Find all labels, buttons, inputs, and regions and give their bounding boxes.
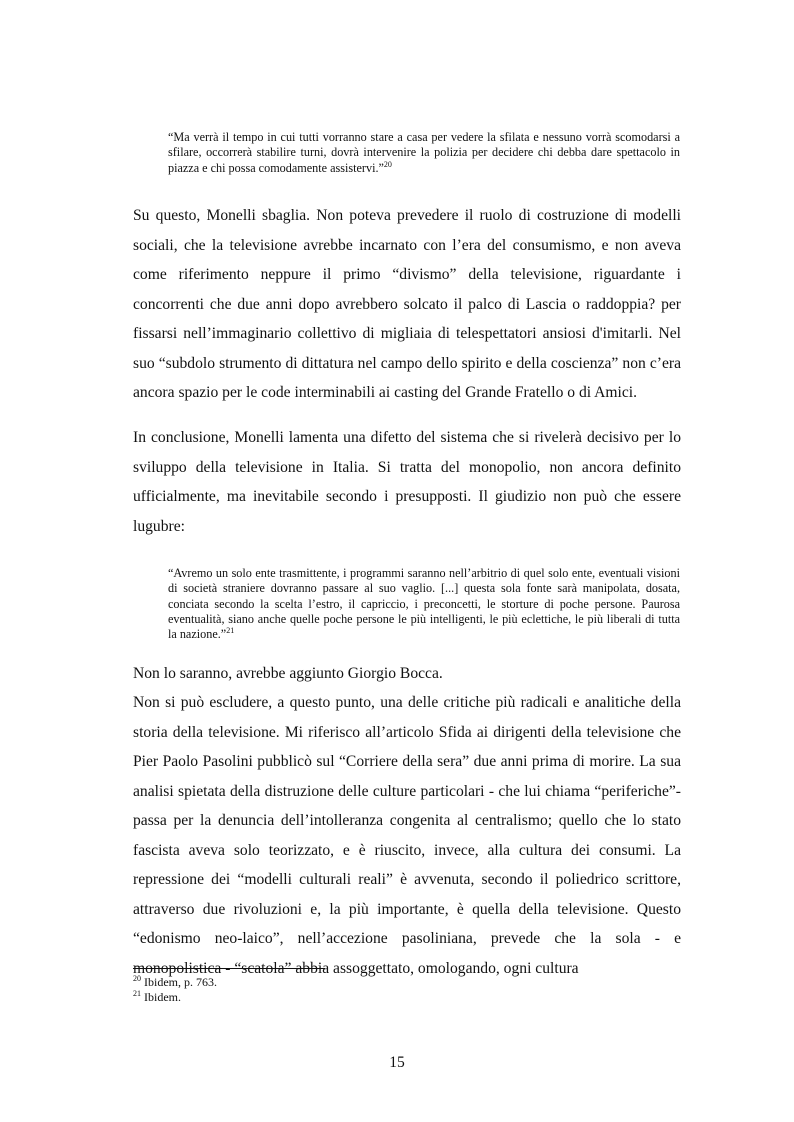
paragraph-giorgio-bocca: Non lo saranno, avrebbe aggiunto Giorgio Bocca. bbox=[133, 665, 443, 682]
quote-text: “Ma verrà il tempo in cui tutti vorranno stare a casa per vedere la sfilata e nessuno vorrà scomodarsi a sfilare, occorrerà stabilire turni, dovrà intervenire la polizia per decidere chi debba dare spettacolo in piazza e chi possa comodamente assistervi.” bbox=[168, 130, 680, 175]
page-number: 15 bbox=[389, 1054, 405, 1071]
footnote-text: Ibidem, p. 763. bbox=[141, 975, 217, 989]
footnote-20 bbox=[133, 975, 681, 990]
footnote-number: 20 bbox=[133, 974, 141, 983]
paragraph-conclusione-monopolio: In conclusione, Monelli lamenta una difetto del sistema che si rivelerà decisivo per lo sviluppo della televisione in Italia. Si tratta del monopolio, non ancora definito ufficialmente, ma inevitabile secondo i presupposti. Il giudizio non può che essere lugubre: bbox=[133, 429, 681, 535]
footnote-reference: 20 bbox=[383, 159, 392, 169]
footnote-21 bbox=[133, 990, 681, 1005]
quote-text: “Avremo un solo ente trasmittente, i programmi saranno nell’arbitrio di quel solo ente, eventuali visioni di società straniere dovranno passare al suo vaglio. [...] questa sola fonte sarà manipolata, dosata, conciata secondo la scelta l’estro, il capriccio, i preconcetti, le storture di poche persone. Paurosa eventualità, siano anche quelle poche persone le più intelligenti, le più eclettiche, le più liberali di tutta la nazione.” bbox=[168, 566, 680, 642]
footnote-number: 21 bbox=[133, 989, 141, 998]
footnote-reference: 21 bbox=[226, 626, 235, 636]
paragraph-pasolini: Non si può escludere, a questo punto, una delle critiche più radicali e analitiche della storia della televisione. Mi riferisco all’articolo Sfida ai dirigenti della televisione che Pier Paolo Pasolini pubblicò sul “Corriere della sera” due anni prima di morire. La sua analisi spietata della distruzione delle culture particolari - che lui chiama “periferiche”- passa per la denuncia dell’intolleranza congenita al centralismo; quello che lo stato fascista aveva solo teorizzato, e è riuscito, invece, alla cultura dei consumi. La repressione dei “modelli culturali reali” è avvenuta, secondo il poliedrico scrittore, attraverso due rivoluzioni e, la più importante, è quella della televisione. Questo “edonismo neo-laico”, nell’accezione pasoliniana, prevede che la sola - e monopolistica - “scatola” abbia assoggettato, omologando, ogni cultura bbox=[133, 694, 681, 977]
footnote-text: Ibidem. bbox=[141, 990, 181, 1004]
footnote-separator bbox=[133, 968, 325, 969]
footnotes bbox=[133, 975, 681, 1005]
block-quote-monelli-ente-trasmittente bbox=[168, 566, 680, 642]
paragraph-monelli-sbaglia: Su questo, Monelli sbaglia. Non poteva prevedere il ruolo di costruzione di modelli sociali, che la televisione avrebbe incarnato con l’era del consumismo, e non aveva come riferimento neppure il primo “divismo” della televisione, riguardante i concorrenti che due anni dopo avrebbero solcato il palco di Lascia o raddoppia? per fissarsi nell’immaginario collettivo di migliaia di telespettatori ansiosi d'imitarli. Nel suo “subdolo strumento di dittatura nel campo dello spirito e della coscienza” non c’era ancora spazio per le code interminabili ai casting del Grande Fratello o di Amici. bbox=[133, 207, 681, 401]
block-quote-monelli-sfilata bbox=[168, 130, 680, 176]
